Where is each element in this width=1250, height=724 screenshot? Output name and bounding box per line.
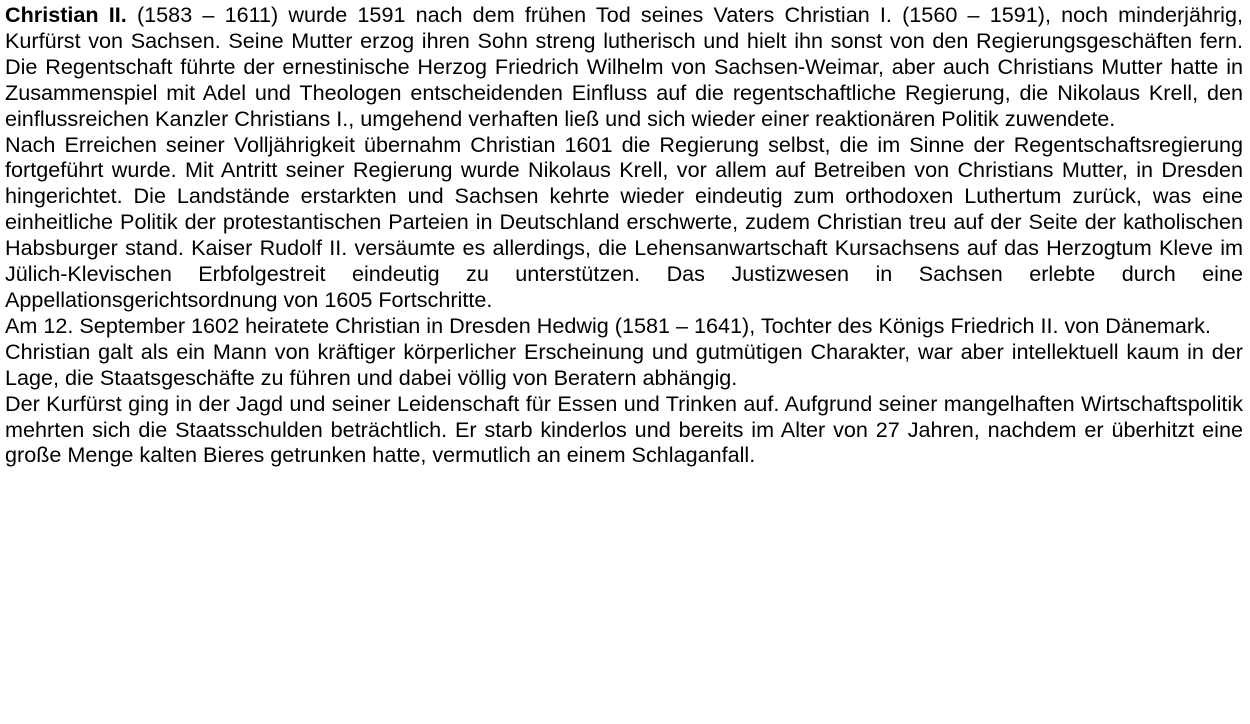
paragraph-text: Am 12. September 1602 heiratete Christian in Dresden Hedwig (1581 – 1641), Tochter des Königs Friedrich II. von Dänemark. bbox=[5, 312, 1211, 338]
paragraph-character bbox=[5, 339, 1243, 391]
subject-name: Christian II. bbox=[5, 2, 127, 27]
paragraph-text: (1583 – 1611) wurde 1591 nach dem frühen Tod seines Vaters Christian I. (1560 – 1591), noch minderjährig, Kurfürst von Sachsen. Seine Mutter erzog ihren Sohn streng lutherisch und hielt ihn sonst von den Regierungsgeschäften fern. Die Regentschaft führte der ernestinische Herzog Friedrich Wilhelm von Sachsen-Weimar, aber auch Christians Mutter hatte in Zusammenspiel mit Adel und Theologen entscheidenden Einfluss auf die regentschaftliche Regierung, die Nikolaus Krell, den einflussreichen Kanzler Christians I., umgehend verhaften ließ und sich wieder einer reaktionären Politik zuwendete. bbox=[5, 2, 1243, 131]
paragraph-introduction bbox=[5, 2, 1243, 132]
paragraph-text: Der Kurfürst ging in der Jagd und seiner Leidenschaft für Essen und Trinken auf. Aufgrund seiner mangelhaften Wirtschaftspolitik mehrten sich die Staatsschulden beträchtlich. Er starb kinderlos und bereits im Alter von 27 Jahren, nachdem er überhitzt eine große Menge kalten Bieres getrunken hatte, vermutlich an einem Schlaganfall. bbox=[5, 390, 1243, 468]
paragraph-reign bbox=[5, 132, 1243, 313]
paragraph-death bbox=[5, 391, 1243, 469]
paragraph-text: Christian galt als ein Mann von kräftiger körperlicher Erscheinung und gutmütigen Charakter, war aber intellektuell kaum in der Lage, die Staatsgeschäfte zu führen und dabei völlig von Beratern abhängig. bbox=[5, 338, 1243, 390]
paragraph-marriage bbox=[5, 313, 1243, 339]
paragraph-text: Nach Erreichen seiner Volljährigkeit übernahm Christian 1601 die Regierung selbst, die im Sinne der Regentschaftsregierung fortgeführt wurde. Mit Antritt seiner Regierung wurde Nikolaus Krell, vor allem auf Betreiben von Christians Mutter, in Dresden hingerichtet. Die Landstände erstarkten und Sachsen kehrte wieder eindeutig zum orthodoxen Luthertum zurück, was eine einheitliche Politik der protestantischen Parteien in Deutschland erschwerte, zudem Christian treu auf der Seite der katholischen Habsburger stand. Kaiser Rudolf II. versäumte es allerdings, die Lehensanwartschaft Kursachsens auf das Herzogtum Kleve im Jülich-Klevischen Erbfolgestreit eindeutig zu unterstützen. Das Justizwesen in Sachsen erlebte durch eine Appellationsgerichtsordnung von 1605 Fortschritte. bbox=[5, 131, 1243, 312]
